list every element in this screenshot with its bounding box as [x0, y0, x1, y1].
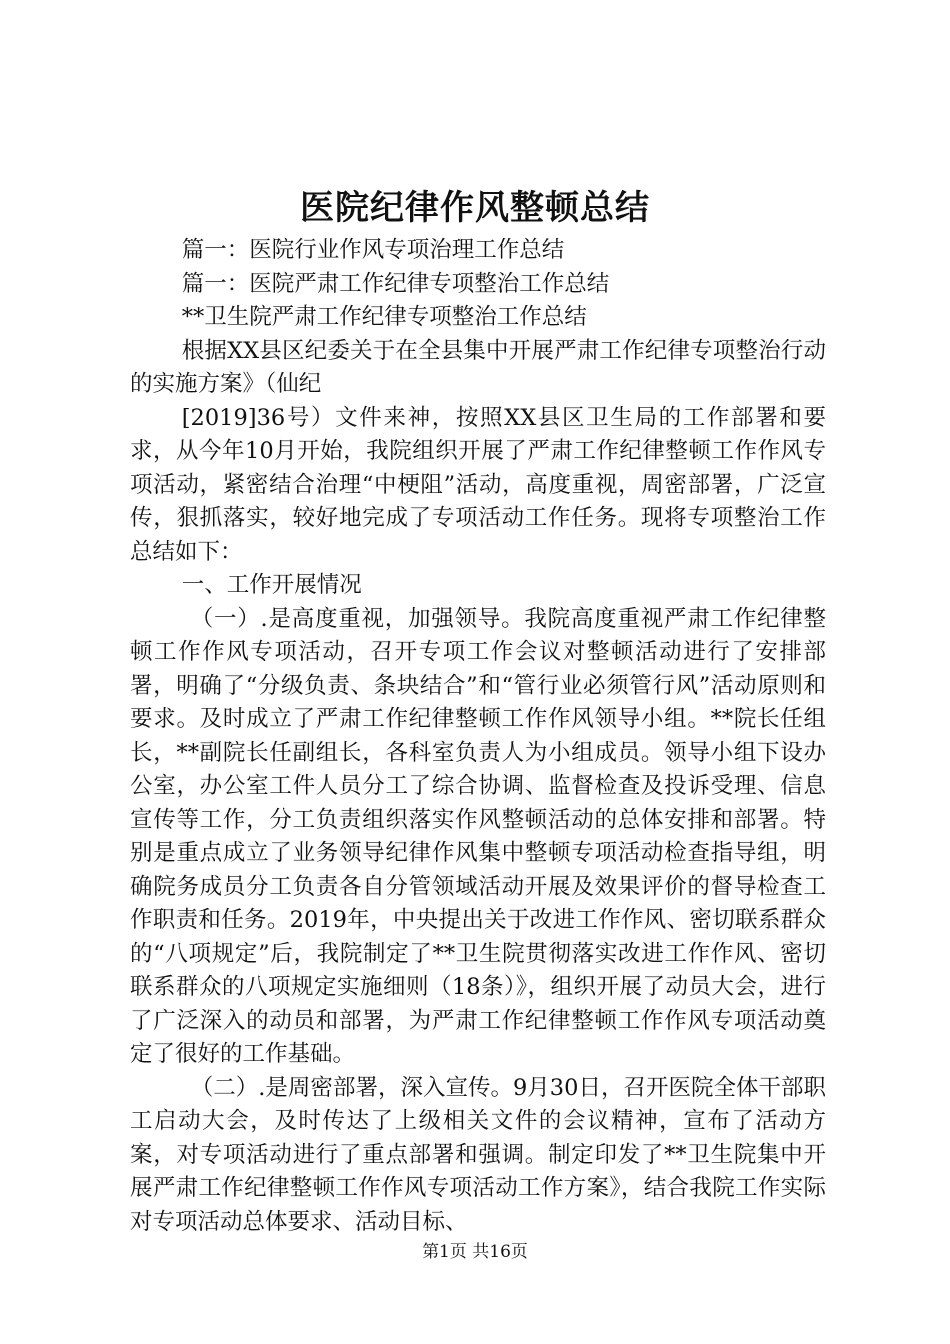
- paragraph: 篇一：医院严肃工作纪律专项整治工作总结: [181, 270, 610, 297]
- document-title: 医院纪律作风整顿总结: [300, 188, 650, 228]
- page-footer: 第1页 共16页: [422, 1242, 528, 1262]
- paragraph: **卫生院严肃工作纪律专项整治工作总结: [181, 304, 587, 330]
- paragraph: （二）.是周密部署，深入宣传。9月30日，召开医院全体干部职工启动大会，及时传达了上级相关文件的会议精神，宣布了活动方案，对专项活动进行了重点部署和强调。制定印发了**卫生院集中开展严肃工作纪律整顿工作作风专项活动工作方案》，结合我院工作实际对专项活动总体要求、活动目标、: [130, 1074, 826, 1235]
- paragraph: 根据XX县区纪委关于在全县集中开展严肃工作纪律专项整治行动的实施方案》（仙纪: [130, 337, 826, 397]
- paragraph: 篇一：医院行业作风专项治理工作总结: [181, 237, 565, 263]
- document-body: [130, 234, 826, 1239]
- section-heading: 一、工作开展情况: [181, 572, 362, 598]
- paragraph: [2019]36号）文件来神，按照XX县区卫生局的工作部署和要求，从今年10月开始，我院组织开展了严肃工作纪律整顿工作作风专项活动，紧密结合治理“中梗阻”活动，高度重视，周密部署，广泛宣传，狠抓落实，较好地完成了专项活动工作任务。现将专项整治工作总结如下：: [130, 404, 826, 565]
- paragraph: （一）.是高度重视，加强领导。我院高度重视严肃工作纪律整顿工作作风专项活动，召开专项工作会议对整顿活动进行了安排部署，明确了“分级负责、条块结合”和“管行业必须管行风”活动原则和要求。及时成立了严肃工作纪律整顿工作作风领导小组。**院长任组长，**副院长任副组长，各科室负责人为小组成员。领导小组下设办公室，办公室工件人员分工了综合协调、监督检查及投诉受理、信息宣传等工作，分工负责组织落实作风整顿活动的总体安排和部署。特别是重点成立了业务领导纪律作风集中整顿专项活动检查指导组，明确院务成员分工负责各自分管领域活动开展及效果评价的督导检查工作职责和任务。2019年，中央提出关于改进工作作风、密切联系群众的“八项规定”后，我院制定了**卫生院贯彻落实改进工作作风、密切联系群众的八项规定实施细则（18条）》，组织开展了动员大会，进行了广泛深入的动员和部署，为严肃工作纪律整顿工作作风专项活动奠定了很好的工作基础。: [130, 605, 826, 1067]
